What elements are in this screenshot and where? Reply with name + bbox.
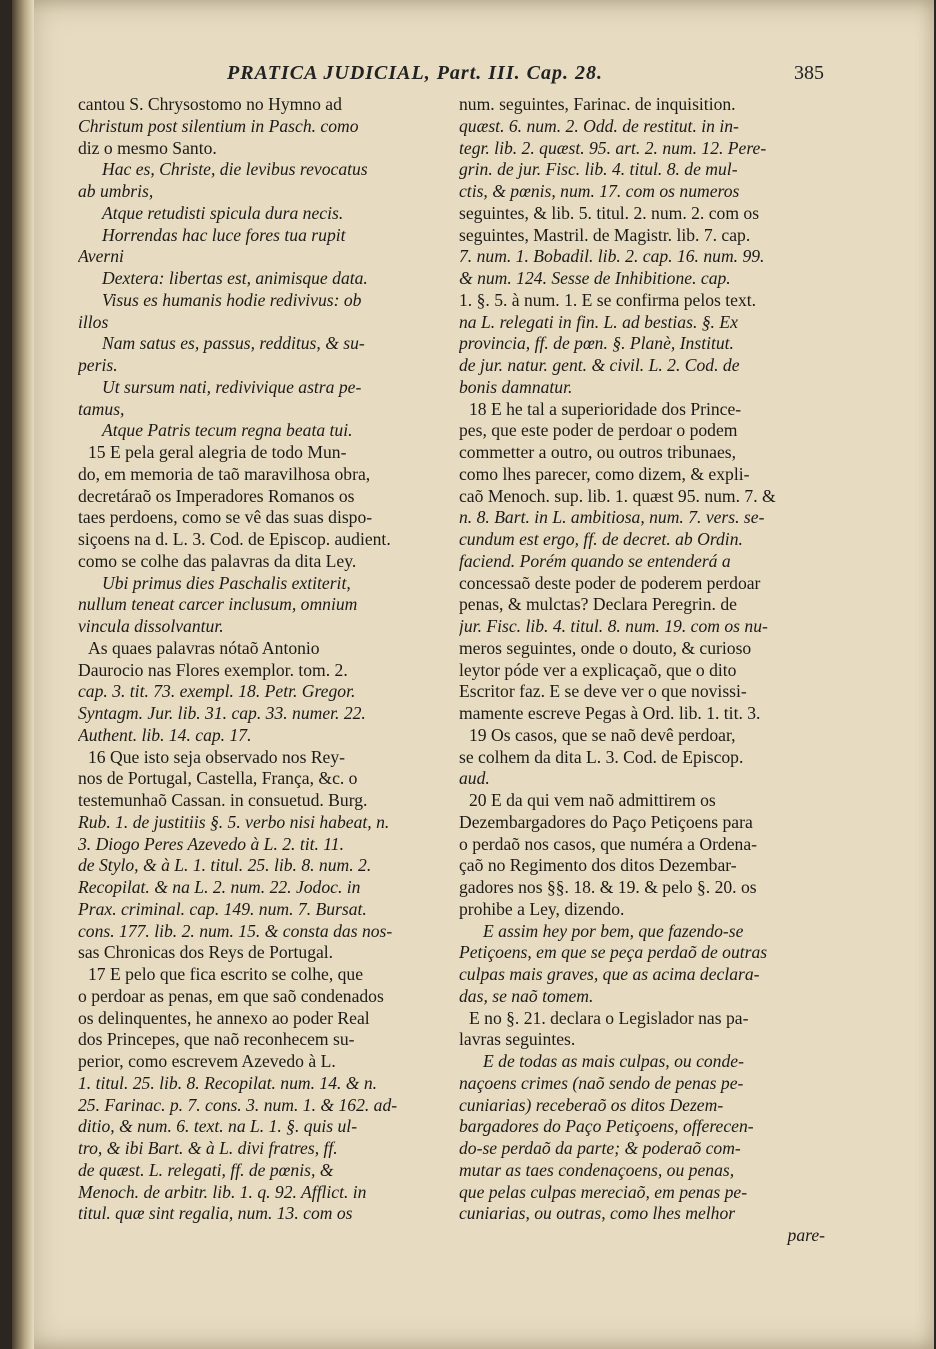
text-line: naçoens crimes (naõ sendo de penas pe- <box>459 1072 744 1093</box>
text-line: taes perdoens, como se vê das suas dispo- <box>78 507 373 528</box>
text-line: bargadores do Paço Petiçoens, offerecen- <box>459 1116 754 1137</box>
text-line: do, em memoria de taõ maravilhosa obra, <box>78 463 371 484</box>
text-line: 1. titul. 25. lib. 8. Recopilat. num. 14. & n. <box>78 1072 378 1093</box>
text-line: 7. num. 1. Bobadil. lib. 2. cap. 16. num. 99. <box>459 246 765 267</box>
text-line: cundum est ergo, ff. de decret. ab Ordin. <box>459 529 743 549</box>
text-line: 20 E da qui vem naõ admittirem os <box>469 790 716 810</box>
text-line: de quæst. L. relegati, ff. de pœnis, & <box>78 1159 334 1180</box>
text-line: 25. Farinac. p. 7. cons. 3. num. 1. & 162. ad- <box>78 1094 398 1115</box>
text-line: titul. quæ sint regalia, num. 13. com os <box>78 1203 353 1224</box>
text-line: vincula dissolvantur. <box>78 616 224 636</box>
text-line: pes, que este poder de perdoar o podem <box>459 420 738 441</box>
text-line: Horrendas hac luce fores tua rupit <box>102 224 346 245</box>
text-line: meros seguintes, onde o douto, & curioso <box>459 637 752 658</box>
text-line: cuniarias) receberaõ os ditos Dezem- <box>459 1094 724 1115</box>
text-line: 18 E he tal a superioridade dos Prince- <box>469 398 742 419</box>
text-line: Recopilat. & na L. 2. num. 22. Jodoc. in <box>78 877 361 897</box>
text-line: culpas mais graves, que as acima declara- <box>459 964 760 984</box>
text-line: tro, & ibi Bart. & à L. divi fratres, ff. <box>78 1138 338 1158</box>
text-line: prohibe a Ley, dizendo. <box>459 898 625 919</box>
text-line: como se colhe das palavras da dita Ley. <box>78 550 357 571</box>
text-line: Christum post silentium in Pasch. como <box>78 115 359 136</box>
text-line: o perdaõ nos casos, que numéra a Ordena- <box>459 833 758 854</box>
text-line: 19 Os casos, que se naõ devê perdoar, <box>469 724 736 745</box>
text-line: das, se naõ tomem. <box>459 985 594 1006</box>
text-line: Syntagm. Jur. lib. 31. cap. 33. numer. 22. <box>78 703 366 723</box>
text-line: penas, & mulctas? Declara Peregrin. de <box>459 594 737 615</box>
text-line: faciend. Porém quando se entenderá a <box>459 550 731 571</box>
text-line: 15 E pela geral alegria de todo Mun- <box>88 442 347 462</box>
text-line: commetter a outro, ou outros tribunaes, <box>459 442 737 462</box>
text-line: jur. Fisc. lib. 4. titul. 8. num. 19. com os nu- <box>459 616 768 636</box>
text-line: Averni <box>78 246 124 267</box>
book-page <box>12 0 934 1349</box>
text-line: de jur. natur. gent. & civil. L. 2. Cod. de <box>459 355 740 375</box>
text-line: Atque Patris tecum regna beata tui. <box>102 420 353 441</box>
text-line: ditio, & num. 6. text. na L. 1. §. quis ul- <box>78 1116 358 1137</box>
text-line: os delinquentes, he annexo ao poder Real <box>78 1007 370 1028</box>
text-line: leytor póde ver a explicaçaõ, que o dito <box>459 659 737 680</box>
text-line: E de todas as mais culpas, ou conde- <box>483 1051 744 1071</box>
text-line: siçoens na d. L. 3. Cod. de Episcop. audient. <box>78 529 391 549</box>
text-line: cap. 3. tit. 73. exempl. 18. Petr. Gregor. <box>78 681 356 702</box>
text-line: ctis, & pœnis, num. 17. com os numeros <box>459 181 740 201</box>
running-head: PRATICA JUDICIAL, Part. III. Cap. 28. <box>227 62 603 84</box>
text-line: illos <box>78 311 109 332</box>
text-line: num. seguintes, Farinac. de inquisition. <box>459 94 736 114</box>
text-line: Daurocio nas Flores exemplor. tom. 2. <box>78 659 348 680</box>
text-line: gadores nos §§. 18. & 19. & pelo §. 20. os <box>459 877 757 897</box>
text-line: aud. <box>459 768 490 789</box>
text-line: testemunhaõ Cassan. in consuetud. Burg. <box>78 790 368 810</box>
text-line: Petiçoens, em que se peça perdaõ de outras <box>459 942 768 963</box>
text-line: tegr. lib. 2. quæst. 95. art. 2. num. 12. Pere- <box>459 137 767 158</box>
text-line: tamus, <box>78 398 125 419</box>
text-line: 17 E pelo que fica escrito se colhe, que <box>88 964 364 984</box>
text-line: que pelas culpas mereciaõ, em penas pe- <box>459 1181 748 1202</box>
text-line: na L. relegati in fin. L. ad bestias. §. Ex <box>459 311 738 332</box>
text-line: mamente escreve Pegas à Ord. lib. 1. tit. 3. <box>459 703 761 723</box>
text-line: como lhes parecer, como dizem, & expli- <box>459 463 750 484</box>
text-line: Atque retudisti spicula dura necis. <box>102 202 344 223</box>
text-line: Rub. 1. de justitiis §. 5. verbo nisi habeat, n. <box>78 811 390 832</box>
text-line: Dezembargadores do Paço Petiçoens para <box>459 811 753 832</box>
text-line: pare- <box>787 1225 825 1245</box>
text-line: cuniarias, ou outras, como lhes melhor <box>459 1203 736 1224</box>
text-line: Hac es, Christe, die levibus revocatus <box>102 159 368 180</box>
text-line: ab umbris, <box>78 181 154 201</box>
text-line: grin. de jur. Fisc. lib. 4. titul. 8. de mul- <box>459 159 738 180</box>
text-line: lavras seguintes. <box>459 1029 576 1050</box>
text-line: Authent. lib. 14. cap. 17. <box>78 724 252 745</box>
text-line: n. 8. Bart. in L. ambitiosa, num. 7. vers. se- <box>459 507 765 528</box>
text-line: E no §. 21. declara o Legislador nas pa- <box>469 1007 749 1028</box>
text-line: nos de Portugal, Castella, França, &c. o <box>78 768 358 789</box>
text-line: concessaõ deste poder de poderem perdoar <box>459 572 761 593</box>
text-line: Menoch. de arbitr. lib. 1. q. 92. Afflict. in <box>78 1181 367 1202</box>
text-line: As quaes palavras nótaõ Antonio <box>88 637 320 658</box>
text-line: E assim hey por bem, que fazendo-se <box>483 920 744 941</box>
text-line: se colhem da dita L. 3. Cod. de Episcop. <box>459 746 744 767</box>
right-column <box>459 94 825 1247</box>
text-line: nullum teneat carcer inclusum, omnium <box>78 594 358 615</box>
text-line: Prax. criminal. cap. 149. num. 7. Bursat. <box>78 898 367 919</box>
text-line: cantou S. Chrysostomo no Hymno ad <box>78 94 342 114</box>
text-line: mutar as taes condenaçoens, ou penas, <box>459 1159 735 1180</box>
text-line: 3. Diogo Peres Azevedo à L. 2. tit. 11. <box>78 833 344 854</box>
text-line: çaõ no Regimento dos ditos Dezembar- <box>459 855 737 876</box>
text-line: diz o mesmo Santo. <box>78 137 217 158</box>
text-line: provincia, ff. de pœn. §. Planè, Institut. <box>459 333 734 354</box>
text-line: o perdoar as penas, em que saõ condenados <box>78 985 384 1006</box>
text-line: de Stylo, & à L. 1. titul. 25. lib. 8. num. 2. <box>78 855 372 876</box>
text-line: Ut sursum nati, redivivique astra pe- <box>102 376 362 397</box>
text-line: dos Princepes, que naõ reconhecem su- <box>78 1029 355 1050</box>
text-line: Escritor faz. E se deve ver o que novissi- <box>459 681 747 702</box>
text-line: 1. §. 5. à num. 1. E se confirma pelos text. <box>459 289 757 310</box>
text-line: seguintes, & lib. 5. titul. 2. num. 2. com os <box>459 202 760 223</box>
binding-shadow <box>12 0 34 1349</box>
text-line: perior, como escrevem Azevedo à L. <box>78 1051 336 1071</box>
left-column <box>78 94 432 1225</box>
text-line: seguintes, Mastril. de Magistr. lib. 7. cap. <box>459 224 751 245</box>
text-line: Visus es humanis hodie redivivus: ob <box>102 289 362 310</box>
text-line: Nam satus es, passus, redditus, & su- <box>102 333 365 354</box>
text-line: cons. 177. lib. 2. num. 15. & consta das nos- <box>78 920 393 941</box>
text-line: do-se perdaõ da parte; & poderaõ com- <box>459 1138 741 1158</box>
page-number: 385 <box>794 62 824 84</box>
text-line: Ubi primus dies Paschalis extiterit, <box>102 572 351 593</box>
text-line: 16 Que isto seja observado nos Rey- <box>88 746 346 767</box>
text-line: sas Chronicas dos Reys de Portugal. <box>78 942 334 963</box>
text-line: peris. <box>78 355 118 375</box>
text-line: quæst. 6. num. 2. Odd. de restitut. in in- <box>459 115 739 136</box>
text-line: Dextera: libertas est, animisque data. <box>102 268 368 288</box>
text-line: bonis damnatur. <box>459 376 573 397</box>
text-line: decretáraõ os Imperadores Romanos os <box>78 485 355 506</box>
text-line: & num. 124. Sesse de Inhibitione. cap. <box>459 268 731 288</box>
text-line: caõ Menoch. sup. lib. 1. quæst 95. num. 7. & <box>459 485 776 506</box>
